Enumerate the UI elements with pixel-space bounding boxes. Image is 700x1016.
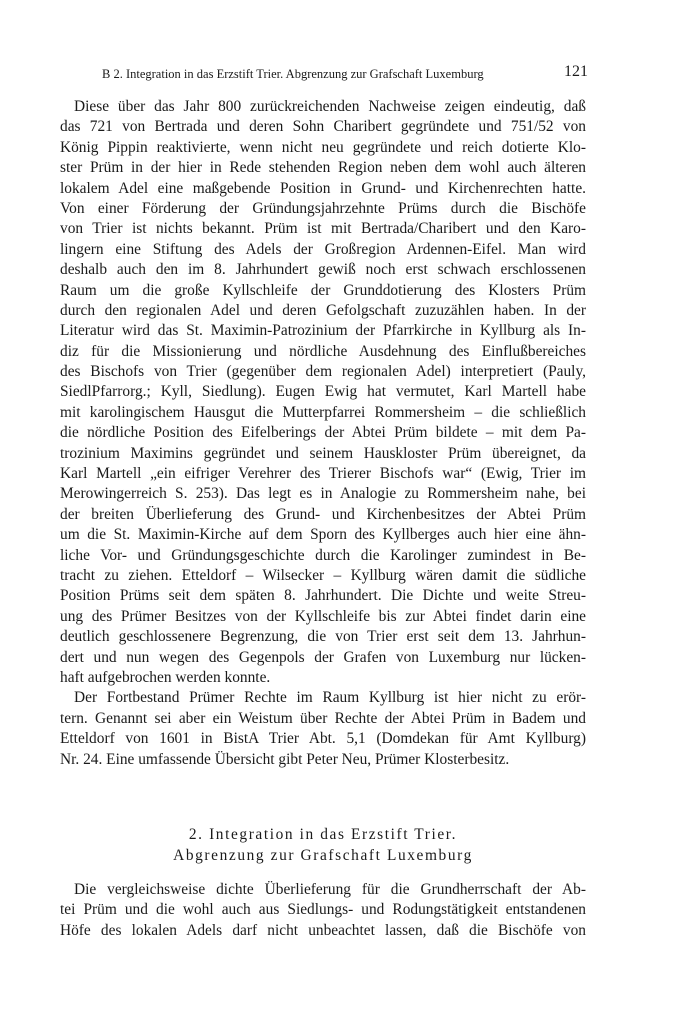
- text-line: deutlich geschlossenere Begrenzung, die von Trier erst seit dem 13. Jahrhun-: [60, 628, 586, 646]
- text-line: lingern eine Stiftung des Adels der Großregion Ardennen-Eifel. Man wird: [60, 240, 586, 258]
- text-line: Literatur wird das St. Maximin-Patrozinium der Pfarrkirche in Kyllburg als In-: [60, 322, 586, 340]
- text-line: SiedlPfarrorg.; Kyll, Siedlung). Eugen Ewig hat vermutet, Karl Martell habe: [60, 383, 586, 401]
- text-line: von Trier ist nichts bekannt. Prüm ist mit Bertrada/Charibert und den Karo-: [60, 220, 586, 238]
- text-line: Die vergleichsweise dichte Überlieferung für die Grundherrschaft der Ab-: [74, 881, 586, 898]
- text-line: Höfe des lokalen Adels darf nicht unbeachtet lassen, daß die Bischöfe von: [60, 921, 586, 939]
- text-line: Karl Martell „ein eifriger Verehrer des Trierer Bischofs war“ (Ewig, Trier im: [60, 465, 586, 483]
- text-line: ung des Prümer Besitzes von der Kyllschleife bis zur Abtei findet darin eine: [60, 607, 586, 625]
- section-heading-line-2: Abgrenzung zur Grafschaft Luxemburg: [173, 847, 473, 864]
- text-line: des Bischofs von Trier (gegenüber dem regionalen Adel) interpretiert (Pauly,: [60, 363, 586, 381]
- text-line: Merowingerreich S. 253). Das legt es in Analogie zu Rommersheim nahe, bei: [60, 485, 586, 503]
- text-line: mit karolingischem Hausgut die Mutterpfarrei Rommersheim – die schließlich: [60, 403, 586, 421]
- text-line: der breiten Überlieferung des Grund- und Kirchenbesitzes der Abtei Prüm: [60, 505, 586, 523]
- text-line: Diese über das Jahr 800 zurückreichenden Nachweise zeigen eindeutig, daß: [74, 98, 586, 115]
- text-line: Raum um die große Kyllschleife der Grunddotierung des Klosters Prüm: [60, 281, 586, 299]
- text-line: tern. Genannt sei aber ein Weistum über Rechte der Abtei Prüm in Badem und: [60, 709, 586, 727]
- section-heading: [60, 824, 586, 866]
- text-line: diz für die Missionierung und nördliche Ausdehnung des Einflußbereiches: [60, 342, 586, 360]
- text-line: trozinium Maximins gegründet und seinem Hauskloster Prüm übereignet, da: [60, 444, 586, 462]
- paragraph-1: [60, 97, 586, 688]
- paragraph-3: [60, 880, 586, 941]
- text-line: König Pippin reaktivierte, wenn nicht neu gegründete und reich dotierte Klo-: [60, 138, 586, 156]
- text-line: die nördliche Position des Eifelberings der Abtei Prüm bildete – mit dem Pa-: [60, 424, 586, 442]
- text-line: lokalem Adel eine maßgebende Position in Grund- und Kirchenrechten hatte.: [60, 179, 586, 197]
- text-line: deshalb auch den im 8. Jahrhundert gewiß noch erst schwach erschlossenen: [60, 261, 586, 279]
- text-line: tracht zu ziehen. Etteldorf – Wilsecker – Kyllburg wären damit die südliche: [60, 566, 586, 584]
- text-line: haft aufgebrochen werden konnte.: [60, 668, 271, 686]
- text-line: Von einer Förderung der Gründungsjahrzehnte Prüms durch die Bischöfe: [60, 199, 586, 217]
- text-line: Position Prüms seit dem späten 8. Jahrhundert. Die Dichte und weite Streu-: [60, 587, 586, 605]
- body-text: [60, 97, 586, 770]
- text-line: tei Prüm und die wohl auch aus Siedlungs- und Rodungstätigkeit entstandenen: [60, 901, 586, 919]
- text-line: dert und nun wegen des Gegenpols der Grafen von Luxemburg nur lücken-: [60, 648, 586, 666]
- text-line: Nr. 24. Eine umfassende Übersicht gibt Peter Neu, Prümer Klosterbesitz.: [60, 750, 510, 768]
- text-line: Etteldorf von 1601 in BistA Trier Abt. 5,1 (Domdekan für Amt Kyllburg): [60, 730, 586, 748]
- running-title: B 2. Integration in das Erzstift Trier. Abgrenzung zur Grafschaft Luxemburg: [102, 67, 484, 81]
- page-number: 121: [564, 63, 588, 80]
- text-line: Der Fortbestand Prümer Rechte im Raum Kyllburg ist hier nicht zu erör-: [74, 689, 586, 707]
- text-line: das 721 von Bertrada und deren Sohn Charibert gegründete und 751/52 von: [60, 118, 586, 136]
- text-line: um die St. Maximin-Kirche auf dem Sporn des Kyllberges auch hier eine ähn-: [60, 526, 586, 544]
- section-heading-line-1: 2. Integration in das Erzstift Trier.: [188, 826, 458, 843]
- text-line: durch den regionalen Adel und deren Gefolgschaft zuzuzählen haben. In der: [60, 301, 586, 319]
- text-line: liche Vor- und Gründungsgeschichte durch die Karolinger zumindest in Be-: [60, 546, 586, 564]
- text-line: ster Prüm in der hier in Rede stehenden Region neben dem wohl auch älteren: [60, 159, 586, 177]
- paragraph-2: [60, 688, 586, 770]
